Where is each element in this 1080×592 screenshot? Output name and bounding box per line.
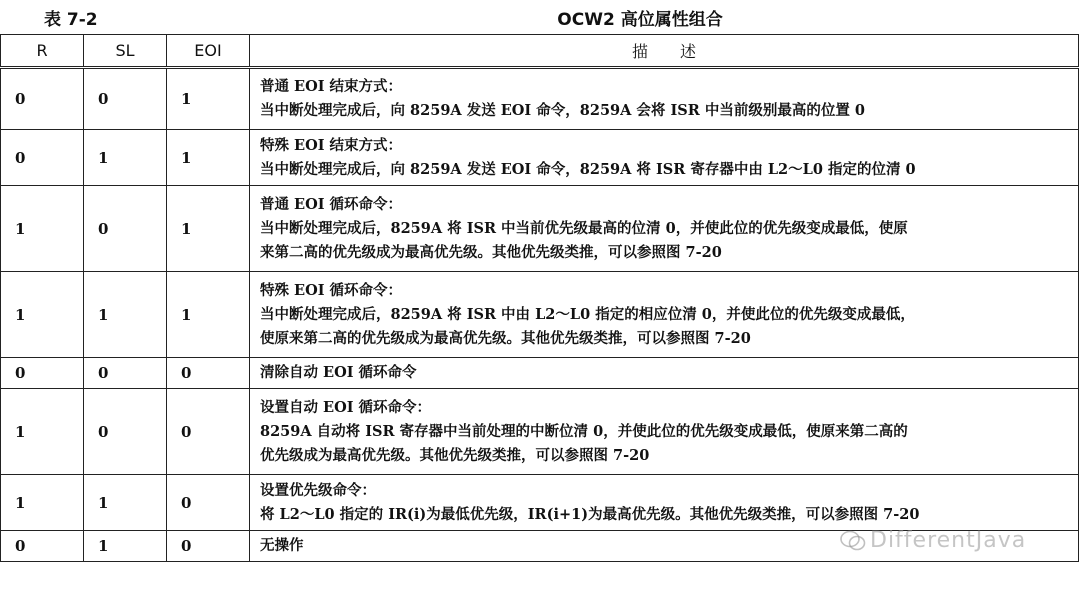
cell-description <box>250 531 1079 562</box>
table-row <box>1 68 1079 130</box>
cell-r: 0 <box>1 130 84 186</box>
table-row <box>1 186 1079 272</box>
table-row <box>1 531 1079 562</box>
header-row <box>1 35 1079 68</box>
description-line: 设置自动 EOI 循环命令： <box>260 398 432 416</box>
cell-description <box>250 358 1079 389</box>
cell-sl: 0 <box>84 68 167 130</box>
cell-sl: 0 <box>84 389 167 475</box>
description-line: 当中断处理完成后，向 8259A 发送 EOI 命令，8259A 将 ISR 寄存器中由 L2～L0 指定的位清 0 <box>260 160 916 178</box>
cell-sl: 0 <box>84 186 167 272</box>
description-line: 来第二高的优先级成为最高优先级。其他优先级类推，可以参照图 7-20 <box>260 243 722 261</box>
description-line: 当中断处理完成后，8259A 将 ISR 中当前优先级最高的位清 0，并使此位的优先级变成最低，使原 <box>260 219 908 237</box>
table-caption <box>0 0 1080 32</box>
cell-r: 1 <box>1 389 84 475</box>
description-line: 普通 EOI 结束方式： <box>260 78 403 95</box>
cell-description <box>250 68 1079 130</box>
table-row <box>1 475 1079 531</box>
ocw2-table <box>0 34 1079 562</box>
cell-sl: 1 <box>84 272 167 358</box>
cell-r: 1 <box>1 272 84 358</box>
cell-description <box>250 475 1079 531</box>
cell-r: 1 <box>1 475 84 531</box>
cell-description <box>250 130 1079 186</box>
cell-sl: 1 <box>84 475 167 531</box>
description-line: 无操作 <box>260 537 304 554</box>
cell-description <box>250 186 1079 272</box>
description-line: 优先级成为最高优先级。其他优先级类推，可以参照图 7-20 <box>260 446 650 464</box>
description-line: 将 L2～L0 指定的 IR(i)为最低优先级，IR(i+1)为最高优先级。其他优先级类推，可以参照图 7-20 <box>260 505 920 523</box>
cell-r: 0 <box>1 358 84 389</box>
table-number: 表 7-2 <box>44 10 98 30</box>
cell-eoi: 0 <box>167 358 250 389</box>
description-line: 清除自动 EOI 循环命令 <box>260 364 417 381</box>
cell-eoi: 0 <box>167 475 250 531</box>
description-line: 当中断处理完成后，向 8259A 发送 EOI 命令，8259A 会将 ISR 中当前级别最高的位置 0 <box>260 102 865 119</box>
cell-r: 1 <box>1 186 84 272</box>
header-r: R <box>1 35 84 68</box>
cell-eoi: 1 <box>167 68 250 130</box>
cell-sl: 1 <box>84 130 167 186</box>
table-row <box>1 272 1079 358</box>
description-line: 8259A 自动将 ISR 寄存器中当前处理的中断位清 0，并使此位的优先级变成最低，使原来第二高的 <box>260 422 908 440</box>
cell-sl: 1 <box>84 531 167 562</box>
header-sl: SL <box>84 35 167 68</box>
header-description: 描 述 <box>250 35 1079 68</box>
cell-eoi: 1 <box>167 272 250 358</box>
description-line: 普通 EOI 循环命令： <box>260 195 403 213</box>
cell-eoi: 0 <box>167 389 250 475</box>
cell-eoi: 0 <box>167 531 250 562</box>
table-title: OCW2 高位属性组合 <box>557 10 723 30</box>
header-eoi: EOI <box>167 35 250 68</box>
table-row <box>1 358 1079 389</box>
description-line: 特殊 EOI 结束方式： <box>260 136 403 154</box>
description-line: 特殊 EOI 循环命令： <box>260 281 403 299</box>
table-row <box>1 389 1079 475</box>
cell-description <box>250 272 1079 358</box>
cell-r: 0 <box>1 68 84 130</box>
description-line: 当中断处理完成后，8259A 将 ISR 中由 L2～L0 指定的相应位清 0，并使此位的优先级变成最低， <box>260 305 915 323</box>
cell-eoi: 1 <box>167 186 250 272</box>
cell-r: 0 <box>1 531 84 562</box>
description-line: 使原来第二高的优先级成为最高优先级。其他优先级类推，可以参照图 7-20 <box>260 329 751 347</box>
cell-eoi: 1 <box>167 130 250 186</box>
table-body <box>1 68 1079 562</box>
watermark-text: DifferentJava <box>870 528 1027 553</box>
table-row <box>1 130 1079 186</box>
description-line: 设置优先级命令： <box>260 481 376 499</box>
cell-description <box>250 389 1079 475</box>
cell-sl: 0 <box>84 358 167 389</box>
